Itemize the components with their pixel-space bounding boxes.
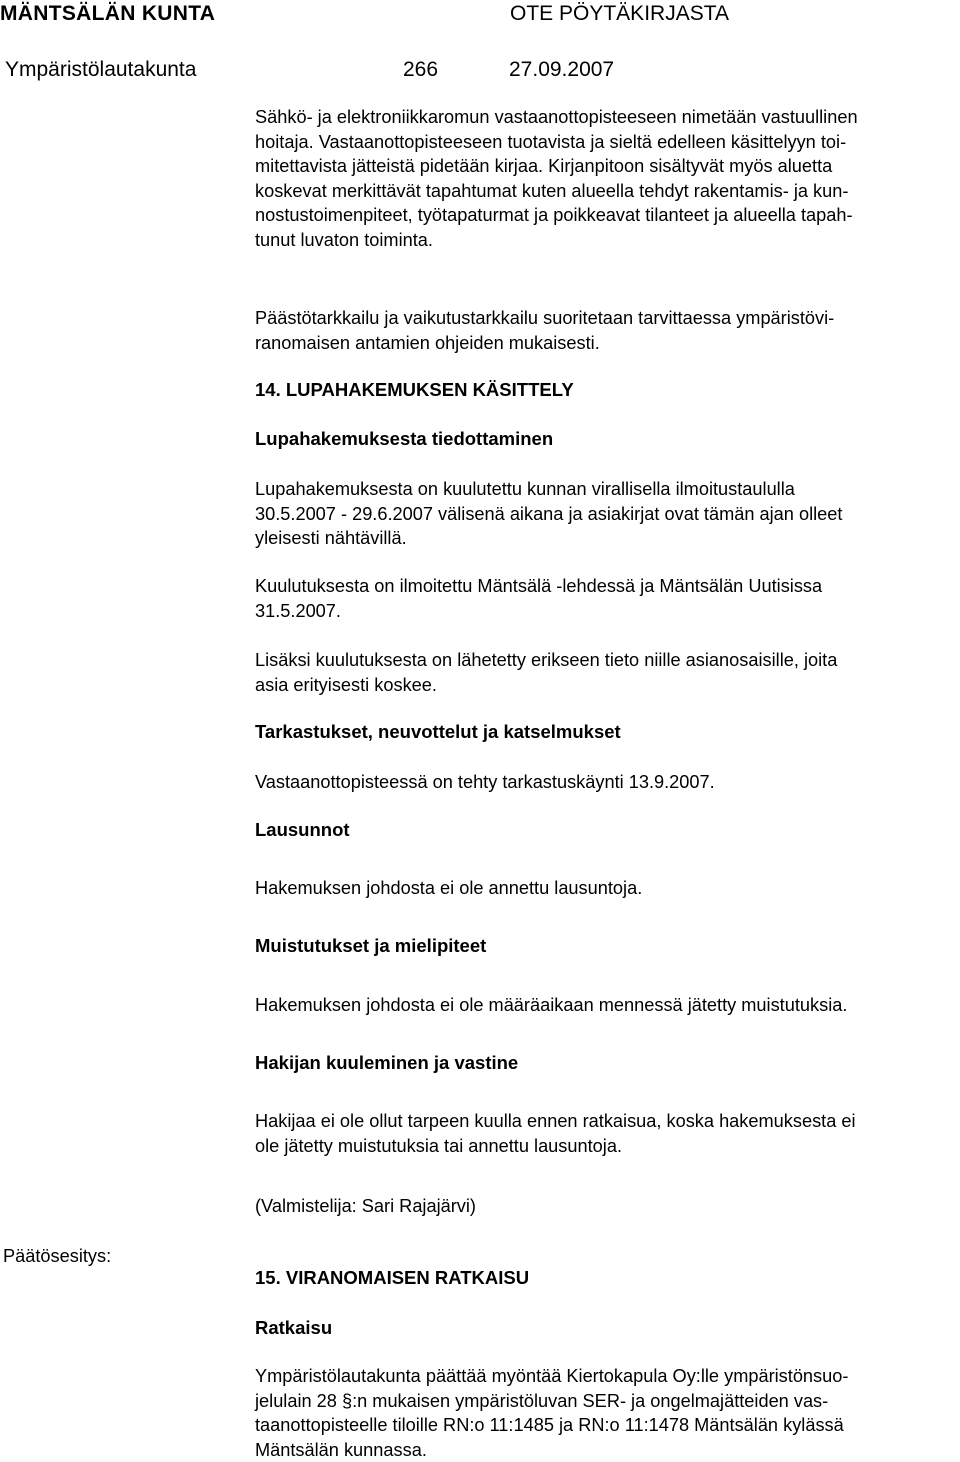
text-line: asia erityisesti koskee. bbox=[255, 673, 957, 698]
text-line: hoitaja. Vastaanottopisteeseen tuotavista ja sieltä edelleen käsittelyyn toi- bbox=[255, 130, 957, 155]
text-line: Kuulutuksesta on ilmoitettu Mäntsälä -lehdessä ja Mäntsälän Uutisissa bbox=[255, 574, 957, 599]
text-line: 30.5.2007 - 29.6.2007 välisenä aikana ja asiakirjat ovat tämän ajan olleet bbox=[255, 502, 957, 527]
text-line: Mäntsälän kunnassa. bbox=[255, 1438, 957, 1462]
page-number: 266 bbox=[403, 58, 438, 82]
committee-name: Ympäristölautakunta bbox=[5, 58, 196, 82]
text-line: nostustoimenpiteet, työtapaturmat ja poikkeavat tilanteet ja alueella tapah- bbox=[255, 203, 957, 228]
paragraph-hearing bbox=[255, 1109, 957, 1158]
text-line: Lisäksi kuulutuksesta on lähetetty erikseen tieto niille asianosaisille, joita bbox=[255, 648, 957, 673]
subheading-inspections: Tarkastukset, neuvottelut ja katselmukset bbox=[255, 721, 621, 743]
text-line: tunut luvaton toiminta. bbox=[255, 228, 957, 253]
text-line: Hakijaa ei ole ollut tarpeen kuulla ennen ratkaisua, koska hakemuksesta ei bbox=[255, 1109, 957, 1134]
text-line: Sähkö- ja elektroniikkaromun vastaanottopisteeseen nimetään vastuullinen bbox=[255, 105, 957, 130]
document-type: OTE PÖYTÄKIRJASTA bbox=[510, 2, 729, 26]
section-14-heading: 14. LUPAHAKEMUKSEN KÄSITTELY bbox=[255, 379, 574, 401]
preparer-note bbox=[255, 1194, 957, 1219]
text-line: ranomaisen antamien ohjeiden mukaisesti. bbox=[255, 331, 957, 356]
text-line: 31.5.2007. bbox=[255, 599, 957, 624]
decision-proposal-label: Päätösesitys: bbox=[3, 1246, 111, 1267]
organization-name: MÄNTSÄLÄN KUNTA bbox=[0, 2, 215, 26]
paragraph-notice-parties bbox=[255, 648, 957, 697]
text-line: Lupahakemuksesta on kuulutettu kunnan virallisella ilmoitustaululla bbox=[255, 477, 957, 502]
paragraph-newspaper bbox=[255, 574, 957, 623]
text-line: (Valmistelija: Sari Rajajärvi) bbox=[255, 1194, 957, 1219]
text-line: Hakemuksen johdosta ei ole annettu lausuntoja. bbox=[255, 876, 957, 901]
paragraph-monitoring bbox=[255, 306, 957, 355]
meeting-date: 27.09.2007 bbox=[509, 58, 614, 82]
text-line: taanottopisteelle tiloille RN:o 11:1485 ja RN:o 11:1478 Mäntsälän kylässä bbox=[255, 1413, 957, 1438]
paragraph-statements bbox=[255, 876, 957, 901]
subheading-hearing: Hakijan kuuleminen ja vastine bbox=[255, 1052, 518, 1074]
text-line: Hakemuksen johdosta ei ole määräaikaan mennessä jätetty muistutuksia. bbox=[255, 993, 957, 1018]
paragraph-record-keeping bbox=[255, 105, 957, 252]
text-line: Vastaanottopisteessä on tehty tarkastuskäynti 13.9.2007. bbox=[255, 770, 957, 795]
text-line: Päästötarkkailu ja vaikutustarkkailu suoritetaan tarvittaessa ympäristövi- bbox=[255, 306, 957, 331]
section-15-heading: 15. VIRANOMAISEN RATKAISU bbox=[255, 1267, 529, 1289]
text-line: yleisesti nähtävillä. bbox=[255, 526, 957, 551]
text-line: ole jätetty muistutuksia tai annettu lausuntoja. bbox=[255, 1134, 957, 1159]
subheading-statements: Lausunnot bbox=[255, 819, 350, 841]
text-line: Ympäristölautakunta päättää myöntää Kiertokapula Oy:lle ympäristönsuo- bbox=[255, 1364, 957, 1389]
paragraph-inspection bbox=[255, 770, 957, 795]
paragraph-objections bbox=[255, 993, 957, 1018]
text-line: jelulain 28 §:n mukaisen ympäristöluvan SER- ja ongelmajätteiden vas- bbox=[255, 1389, 957, 1414]
subheading-decision: Ratkaisu bbox=[255, 1317, 332, 1339]
paragraph-announcement bbox=[255, 477, 957, 551]
subheading-notification: Lupahakemuksesta tiedottaminen bbox=[255, 428, 553, 450]
subheading-objections: Muistutukset ja mielipiteet bbox=[255, 935, 486, 957]
paragraph-decision bbox=[255, 1364, 957, 1462]
text-line: mitettavista jätteistä pidetään kirjaa. Kirjanpitoon sisältyvät myös aluetta bbox=[255, 154, 957, 179]
text-line: koskevat merkittävät tapahtumat kuten alueella tehdyt rakentamis- ja kun- bbox=[255, 179, 957, 204]
